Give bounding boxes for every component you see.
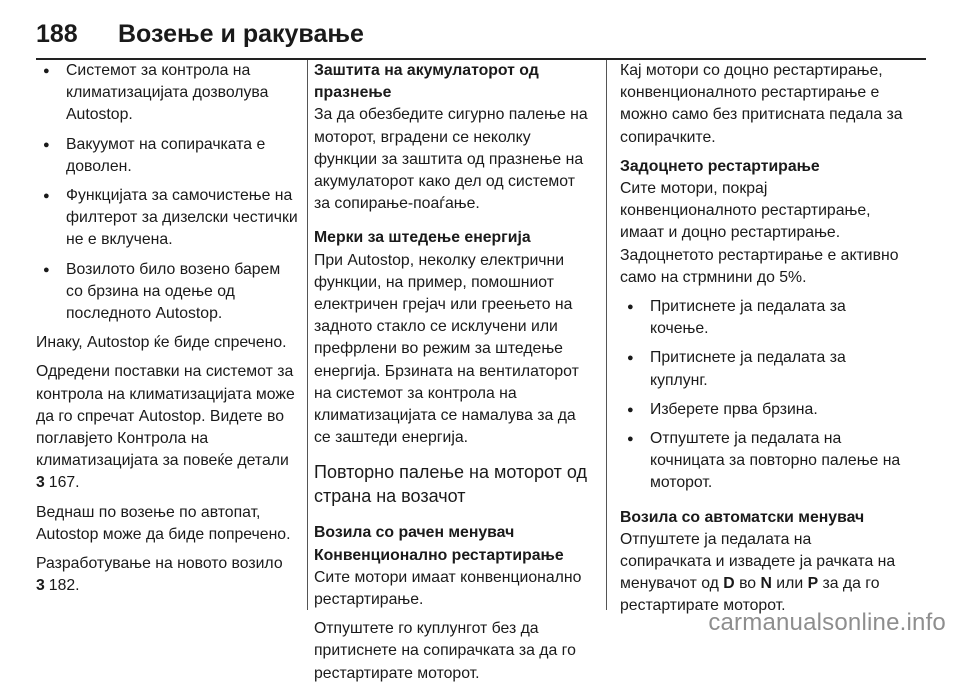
paragraph: При Autostop, неколку електрични функции, на пример, помошниот електричен грејач или греењето на задното стакло се исклучени или префрлени во режим за штедење енергија. Брзината на вентилаторот на системот за контрола на климатизацијата се намалува за да се заштеди енергија. (314, 251, 579, 447)
paragraph: Кај мотори со доцно рестартирање, конвенционалното рестартирање е можно само без притисната педала за сопирачките. (620, 62, 903, 146)
paragraph: Отпуштете го куплунгот без да притиснете на сопирачката за да го рестартирате моторот. (314, 620, 576, 682)
section-title: Возење и ракување (118, 20, 364, 48)
list-item: ● Системот за контрола на климатизацијата дозволува Autostop. (36, 60, 298, 127)
paragraph: Веднаш по возење по автопат, Autostop може да биде попречено. (36, 503, 291, 543)
page-header (36, 20, 926, 62)
subheading: Заштита на акумулаторот од празнење (314, 62, 539, 102)
section-heading: Повторно палење на моторот од страна на возачот (314, 462, 588, 506)
gear-label: D (723, 575, 735, 593)
page-ref[interactable]: 182. (48, 577, 80, 595)
list-item: ● Возилото било возено барем со брзина на одење од последното Autostop. (36, 259, 298, 326)
paragraph: Сите мотори, покрај конвенционалното рестартирање, имаат и доцно рестартирање. Задоцнетото рестартирање е активно само на стрмнини до 5%. (620, 180, 899, 286)
subheading: Конвенционално рестартирање (314, 546, 564, 564)
list-item: ● Притиснете ја педалата за кочење. (620, 296, 904, 340)
subheading: Мерки за штедење енергија (314, 229, 531, 247)
list-item: ● Отпуштете ја педалата на кочницата за повторно палење на моторот. (620, 428, 904, 495)
paragraph: Разработување на новото возило 3 182. (36, 553, 298, 597)
subheading: Задоцнето рестартирање (620, 157, 820, 175)
gear-label: N (760, 575, 772, 593)
list-item: ● Функцијата за самочистење на филтерот за дизелски честички не е вклучена. (36, 185, 298, 252)
subheading: Возила со автоматски менувач (620, 508, 865, 526)
list-item: ● Изберете прва брзина. (620, 399, 904, 421)
paragraph: Одредени поставки на системот за контрола на климатизацијата може да го спречат Autostop. Видете во поглавјето Контрола на климатизацијата за повеќе детали 3 167. (36, 361, 298, 494)
paragraph: Сите мотори имаат конвенционално рестартирање. (314, 568, 582, 609)
paragraph: Отпуштете ја педалата на сопирачката и извадете ја рачката на менувачот од D во N или P за да го рестартирате моторот. (620, 530, 896, 615)
column-divider (606, 60, 607, 610)
subheading: Возила со рачен менувач (314, 524, 515, 542)
gear-label: P (807, 575, 819, 593)
autostop-conditions-list (36, 60, 298, 325)
page-ref-icon: 3 (36, 577, 45, 595)
column-3 (620, 60, 904, 625)
column-divider (307, 60, 308, 610)
restart-steps-list (620, 296, 904, 495)
page-number: 188 (36, 20, 78, 48)
list-item: ● Вакуумот на сопирачката е доволен. (36, 134, 298, 178)
column-1 (36, 60, 298, 604)
paragraph: Инаку, Autostop ќе биде спречено. (36, 334, 287, 352)
watermark: carmanualsonline.info (708, 609, 946, 636)
column-2 (314, 60, 594, 692)
page-ref-icon: 3 (36, 474, 45, 492)
list-item: ● Притиснете ја педалата за куплунг. (620, 347, 904, 391)
paragraph: За да обезбедите сигурно палење на моторот, вградени се неколку функции за заштита од празнење на акумулаторот како дел од системот за сопирање-поаѓање. (314, 106, 588, 213)
page-ref[interactable]: 167. (48, 474, 80, 492)
